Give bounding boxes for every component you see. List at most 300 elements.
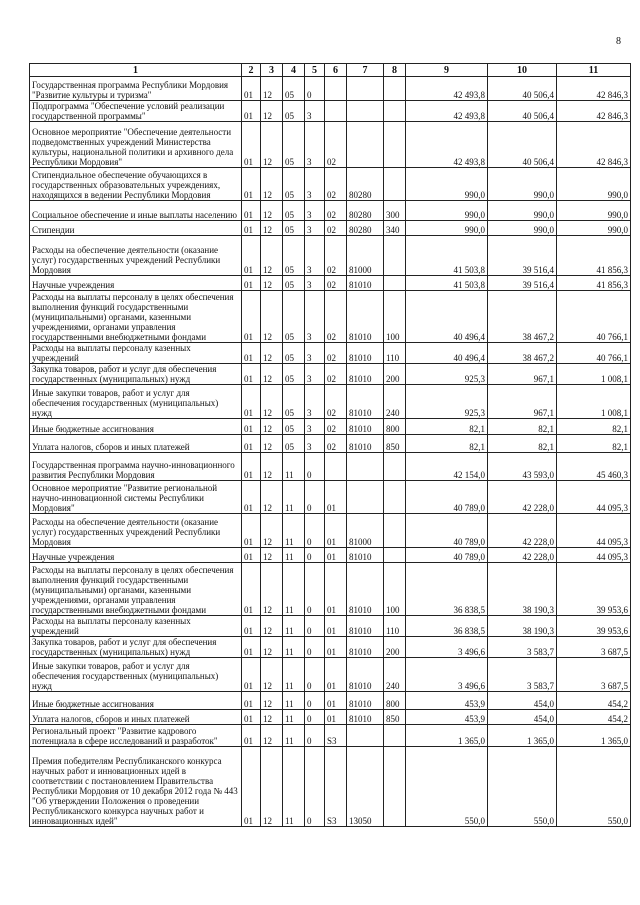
amount-col11: 42 846,3 [557,77,631,101]
code-program: 05 [283,276,305,291]
header-cell: 7 [347,64,384,77]
amount-col10: 40 506,4 [488,101,557,122]
amount-col10: 990,0 [488,168,557,201]
row-name: Премия победителям Республиканского конкурса научных работ и инновационных идей в соответствии с постановлением Правительства Республики Мордовия от 10 декабря 2012 года № 443 "Об утверждении Положения о проведении Республиканского конкурса научных работ и инновационных идей" [30,747,242,827]
code-expense-type: 200 [384,637,406,658]
table-row [30,291,631,343]
amount-col9: 40 789,0 [406,514,488,548]
code-direction: 81010 [347,276,384,291]
code-expense-type: 300 [384,201,406,221]
code-direction: 81010 [347,435,384,453]
amount-col10: 990,0 [488,221,557,236]
row-name: Закупка товаров, работ и услуг для обеспечения государственных (муниципальных) нужд [30,637,242,658]
code-event: 02 [325,343,347,364]
amount-col10: 38 190,3 [488,616,557,637]
code-expense-type [384,276,406,291]
code-pr: 12 [261,658,283,692]
code-pr: 12 [261,364,283,385]
row-name: Расходы на выплаты персоналу в целях обеспечения выполнения функций государственными (муниципальными) органами, казенными учреждениями, органами управления государственными внебюджетными фондами [30,563,242,616]
code-direction: 81010 [347,658,384,692]
code-rzpr: 01 [242,514,261,548]
table-row [30,658,631,692]
amount-col9: 990,0 [406,168,488,201]
table-row [30,548,631,563]
amount-col11: 45 460,3 [557,453,631,481]
code-expense-type: 100 [384,563,406,616]
header-cell: 2 [242,64,261,77]
code-pr: 12 [261,221,283,236]
code-rzpr: 01 [242,291,261,343]
code-rzpr: 01 [242,548,261,563]
amount-col11: 3 687,5 [557,658,631,692]
row-name: Стипендии [30,221,242,236]
code-direction: 81010 [347,385,384,419]
code-subprogram: 0 [305,563,325,616]
code-program: 11 [283,514,305,548]
code-subprogram: 3 [305,236,325,276]
code-direction [347,101,384,122]
row-name: Расходы на обеспечение деятельности (оказание услуг) государственных учреждений Республики Мордовия [30,236,242,276]
code-event: 02 [325,122,347,168]
row-name: Уплата налогов, сборов и иных платежей [30,435,242,453]
amount-col9: 453,9 [406,692,488,710]
code-pr: 12 [261,77,283,101]
code-subprogram: 0 [305,77,325,101]
code-direction: 81010 [347,419,384,435]
amount-col10: 82,1 [488,435,557,453]
code-expense-type: 110 [384,343,406,364]
code-program: 05 [283,419,305,435]
code-program: 05 [283,385,305,419]
code-subprogram: 0 [305,548,325,563]
code-expense-type [384,77,406,101]
code-direction: 81010 [347,637,384,658]
code-event: 01 [325,616,347,637]
amount-col10: 38 190,3 [488,563,557,616]
table-row [30,122,631,168]
amount-col10: 967,1 [488,385,557,419]
code-program: 05 [283,291,305,343]
code-expense-type: 850 [384,435,406,453]
code-direction: 81010 [347,692,384,710]
code-rzpr: 01 [242,747,261,827]
code-expense-type [384,747,406,827]
code-pr: 12 [261,101,283,122]
amount-col11: 39 953,6 [557,616,631,637]
code-direction [347,481,384,514]
row-name: Региональный проект "Развитие кадрового потенциала в сфере исследований и разработок" [30,725,242,747]
code-subprogram: 3 [305,385,325,419]
row-name: Стипендиальное обеспечение обучающихся в государственных образовательных учреждениях, находящихся в ведении Республики Мордовия [30,168,242,201]
code-rzpr: 01 [242,343,261,364]
amount-col11: 41 856,3 [557,276,631,291]
amount-col11: 454,2 [557,710,631,725]
table-row [30,710,631,725]
code-pr: 12 [261,725,283,747]
code-expense-type: 850 [384,710,406,725]
code-expense-type [384,514,406,548]
row-name: Расходы на выплаты персоналу казенных учреждений [30,343,242,364]
code-subprogram: 3 [305,343,325,364]
code-program: 11 [283,725,305,747]
table-row [30,435,631,453]
code-expense-type [384,168,406,201]
code-rzpr: 01 [242,563,261,616]
row-name: Закупка товаров, работ и услуг для обеспечения государственных (муниципальных) нужд [30,364,242,385]
amount-col11: 82,1 [557,419,631,435]
code-program: 05 [283,236,305,276]
amount-col10: 42 228,0 [488,514,557,548]
row-name: Научные учреждения [30,548,242,563]
code-rzpr: 01 [242,710,261,725]
amount-col9: 40 789,0 [406,548,488,563]
table-row [30,276,631,291]
budget-table [29,63,631,827]
amount-col9: 42 493,8 [406,122,488,168]
amount-col11: 44 095,3 [557,514,631,548]
code-rzpr: 01 [242,201,261,221]
amount-col11: 40 766,1 [557,343,631,364]
row-name: Расходы на обеспечение деятельности (оказание услуг) государственных учреждений Республики Мордовия [30,514,242,548]
amount-col10: 40 506,4 [488,77,557,101]
code-event: 02 [325,168,347,201]
amount-col11: 990,0 [557,221,631,236]
code-program: 05 [283,343,305,364]
code-direction [347,725,384,747]
row-name: Уплата налогов, сборов и иных платежей [30,710,242,725]
code-expense-type: 800 [384,419,406,435]
amount-col9: 925,3 [406,364,488,385]
code-expense-type: 110 [384,616,406,637]
code-subprogram: 3 [305,435,325,453]
amount-col11: 550,0 [557,747,631,827]
table-row [30,616,631,637]
code-direction: 80280 [347,168,384,201]
amount-col10: 43 593,0 [488,453,557,481]
table-row [30,563,631,616]
table-row [30,419,631,435]
code-program: 11 [283,747,305,827]
code-event: 02 [325,221,347,236]
code-direction: 81000 [347,236,384,276]
code-pr: 12 [261,692,283,710]
header-cell: 4 [283,64,305,77]
code-event: S3 [325,725,347,747]
table-row [30,343,631,364]
table-row [30,385,631,419]
code-program: 11 [283,548,305,563]
code-rzpr: 01 [242,658,261,692]
row-name: Расходы на выплаты персоналу в целях обеспечения выполнения функций государственными (муниципальными) органами, казенными учреждениями, органами управления государственными внебюджетными фондами [30,291,242,343]
row-name: Основное мероприятие "Обеспечение деятельности подведомственных учреждений Министерства культуры, национальной политики и архивного дела Республики Мордовия" [30,122,242,168]
code-event: 02 [325,364,347,385]
code-program: 05 [283,201,305,221]
code-program: 11 [283,692,305,710]
code-program: 05 [283,122,305,168]
code-event [325,101,347,122]
code-program: 05 [283,168,305,201]
code-expense-type: 100 [384,291,406,343]
code-direction: 81010 [347,710,384,725]
amount-col11: 3 687,5 [557,637,631,658]
amount-col9: 36 838,5 [406,616,488,637]
code-rzpr: 01 [242,276,261,291]
amount-col9: 82,1 [406,419,488,435]
amount-col9: 42 493,8 [406,77,488,101]
row-name: Иные бюджетные ассигнования [30,692,242,710]
code-rzpr: 01 [242,692,261,710]
header-row [30,64,631,77]
amount-col11: 990,0 [557,168,631,201]
amount-col11: 1 365,0 [557,725,631,747]
code-subprogram: 0 [305,637,325,658]
code-subprogram: 3 [305,201,325,221]
code-direction [347,122,384,168]
code-event: 02 [325,291,347,343]
code-pr: 12 [261,343,283,364]
table-row [30,747,631,827]
table-row [30,236,631,276]
amount-col9: 925,3 [406,385,488,419]
header-cell: 5 [305,64,325,77]
code-direction: 81010 [347,548,384,563]
amount-col10: 42 228,0 [488,481,557,514]
code-rzpr: 01 [242,364,261,385]
code-direction: 81010 [347,616,384,637]
code-direction: 81010 [347,343,384,364]
code-event: 02 [325,201,347,221]
code-rzpr: 01 [242,101,261,122]
code-subprogram: 3 [305,168,325,201]
header-cell: 11 [557,64,631,77]
amount-col11: 40 766,1 [557,291,631,343]
code-program: 11 [283,481,305,514]
table-row [30,168,631,201]
code-event [325,453,347,481]
amount-col10: 40 506,4 [488,122,557,168]
code-subprogram: 3 [305,419,325,435]
header-cell: 3 [261,64,283,77]
code-rzpr: 01 [242,435,261,453]
amount-col9: 42 493,8 [406,101,488,122]
amount-col9: 40 789,0 [406,481,488,514]
amount-col9: 3 496,6 [406,637,488,658]
code-event: 02 [325,276,347,291]
code-subprogram: 0 [305,692,325,710]
row-name: Основное мероприятие "Развитие региональной научно-инновационной системы Республики Мордовия" [30,481,242,514]
code-event [325,77,347,101]
code-pr: 12 [261,435,283,453]
code-direction [347,453,384,481]
amount-col10: 42 228,0 [488,548,557,563]
amount-col10: 3 583,7 [488,658,557,692]
amount-col10: 39 516,4 [488,276,557,291]
code-pr: 12 [261,747,283,827]
amount-col9: 990,0 [406,201,488,221]
amount-col10: 550,0 [488,747,557,827]
code-event: 01 [325,637,347,658]
amount-col10: 38 467,2 [488,343,557,364]
amount-col10: 82,1 [488,419,557,435]
code-subprogram: 3 [305,122,325,168]
code-direction: 81010 [347,364,384,385]
amount-col10: 38 467,2 [488,291,557,343]
amount-col11: 39 953,6 [557,563,631,616]
code-rzpr: 01 [242,637,261,658]
code-subprogram: 3 [305,101,325,122]
table-row [30,725,631,747]
code-subprogram: 0 [305,514,325,548]
code-event: 01 [325,481,347,514]
code-event: 01 [325,563,347,616]
code-subprogram: 3 [305,291,325,343]
code-pr: 12 [261,563,283,616]
amount-col11: 990,0 [557,201,631,221]
header-cell: 10 [488,64,557,77]
code-event: 01 [325,692,347,710]
amount-col11: 42 846,3 [557,122,631,168]
code-subprogram: 0 [305,453,325,481]
code-pr: 12 [261,453,283,481]
code-expense-type [384,481,406,514]
code-program: 11 [283,658,305,692]
code-pr: 12 [261,168,283,201]
table-row [30,221,631,236]
header-cell: 9 [406,64,488,77]
code-program: 11 [283,710,305,725]
amount-col11: 1 008,1 [557,385,631,419]
code-program: 05 [283,221,305,236]
code-rzpr: 01 [242,481,261,514]
code-direction: 81000 [347,514,384,548]
code-rzpr: 01 [242,221,261,236]
amount-col11: 42 846,3 [557,101,631,122]
code-pr: 12 [261,291,283,343]
code-rzpr: 01 [242,122,261,168]
amount-col9: 550,0 [406,747,488,827]
code-subprogram: 3 [305,221,325,236]
amount-col9: 42 154,0 [406,453,488,481]
code-expense-type: 200 [384,364,406,385]
code-pr: 12 [261,236,283,276]
code-expense-type [384,122,406,168]
code-direction: 81010 [347,291,384,343]
code-event: 01 [325,710,347,725]
row-name: Научные учреждения [30,276,242,291]
amount-col10: 990,0 [488,201,557,221]
code-expense-type [384,236,406,276]
amount-col10: 3 583,7 [488,637,557,658]
code-pr: 12 [261,201,283,221]
code-pr: 12 [261,481,283,514]
code-subprogram: 0 [305,481,325,514]
amount-col11: 1 008,1 [557,364,631,385]
code-direction: 81010 [347,563,384,616]
amount-col10: 967,1 [488,364,557,385]
code-rzpr: 01 [242,453,261,481]
code-pr: 12 [261,385,283,419]
header-cell: 1 [30,64,242,77]
amount-col11: 82,1 [557,435,631,453]
amount-col9: 82,1 [406,435,488,453]
code-program: 11 [283,637,305,658]
code-event: 02 [325,435,347,453]
code-expense-type: 240 [384,658,406,692]
amount-col9: 453,9 [406,710,488,725]
table-row [30,101,631,122]
table-row [30,364,631,385]
code-expense-type [384,101,406,122]
code-expense-type: 240 [384,385,406,419]
amount-col10: 454,0 [488,710,557,725]
amount-col9: 3 496,6 [406,658,488,692]
code-program: 05 [283,435,305,453]
amount-col11: 44 095,3 [557,548,631,563]
row-name: Государственная программа научно-инновационного развития Республики Мордовия [30,453,242,481]
code-subprogram: 0 [305,725,325,747]
code-event: 01 [325,658,347,692]
code-event: 01 [325,514,347,548]
code-direction [347,77,384,101]
row-name: Иные бюджетные ассигнования [30,419,242,435]
code-pr: 12 [261,122,283,168]
code-direction: 13050 [347,747,384,827]
code-pr: 12 [261,276,283,291]
code-expense-type: 340 [384,221,406,236]
code-program: 05 [283,77,305,101]
amount-col11: 454,2 [557,692,631,710]
code-event: 02 [325,236,347,276]
code-program: 11 [283,563,305,616]
code-subprogram: 0 [305,747,325,827]
code-rzpr: 01 [242,725,261,747]
code-expense-type [384,548,406,563]
code-rzpr: 01 [242,616,261,637]
amount-col11: 44 095,3 [557,481,631,514]
code-rzpr: 01 [242,385,261,419]
code-program: 05 [283,101,305,122]
code-direction: 80280 [347,201,384,221]
amount-col10: 454,0 [488,692,557,710]
row-name: Иные закупки товаров, работ и услуг для обеспечения государственных (муниципальных) нужд [30,385,242,419]
row-name: Социальное обеспечение и иные выплаты населению [30,201,242,221]
code-pr: 12 [261,710,283,725]
amount-col9: 36 838,5 [406,563,488,616]
code-subprogram: 0 [305,658,325,692]
amount-col9: 41 503,8 [406,276,488,291]
header-cell: 6 [325,64,347,77]
table-row [30,514,631,548]
table-row [30,77,631,101]
table-row [30,692,631,710]
code-rzpr: 01 [242,236,261,276]
code-expense-type [384,725,406,747]
code-event: 02 [325,385,347,419]
page-number: 8 [616,36,621,47]
header-cell: 8 [384,64,406,77]
code-rzpr: 01 [242,419,261,435]
code-subprogram: 0 [305,710,325,725]
code-pr: 12 [261,419,283,435]
row-name: Подпрограмма "Обеспечение условий реализации государственной программы" [30,101,242,122]
code-expense-type [384,453,406,481]
code-pr: 12 [261,514,283,548]
code-subprogram: 3 [305,364,325,385]
code-rzpr: 01 [242,168,261,201]
code-program: 11 [283,616,305,637]
code-event: 01 [325,548,347,563]
code-expense-type: 800 [384,692,406,710]
